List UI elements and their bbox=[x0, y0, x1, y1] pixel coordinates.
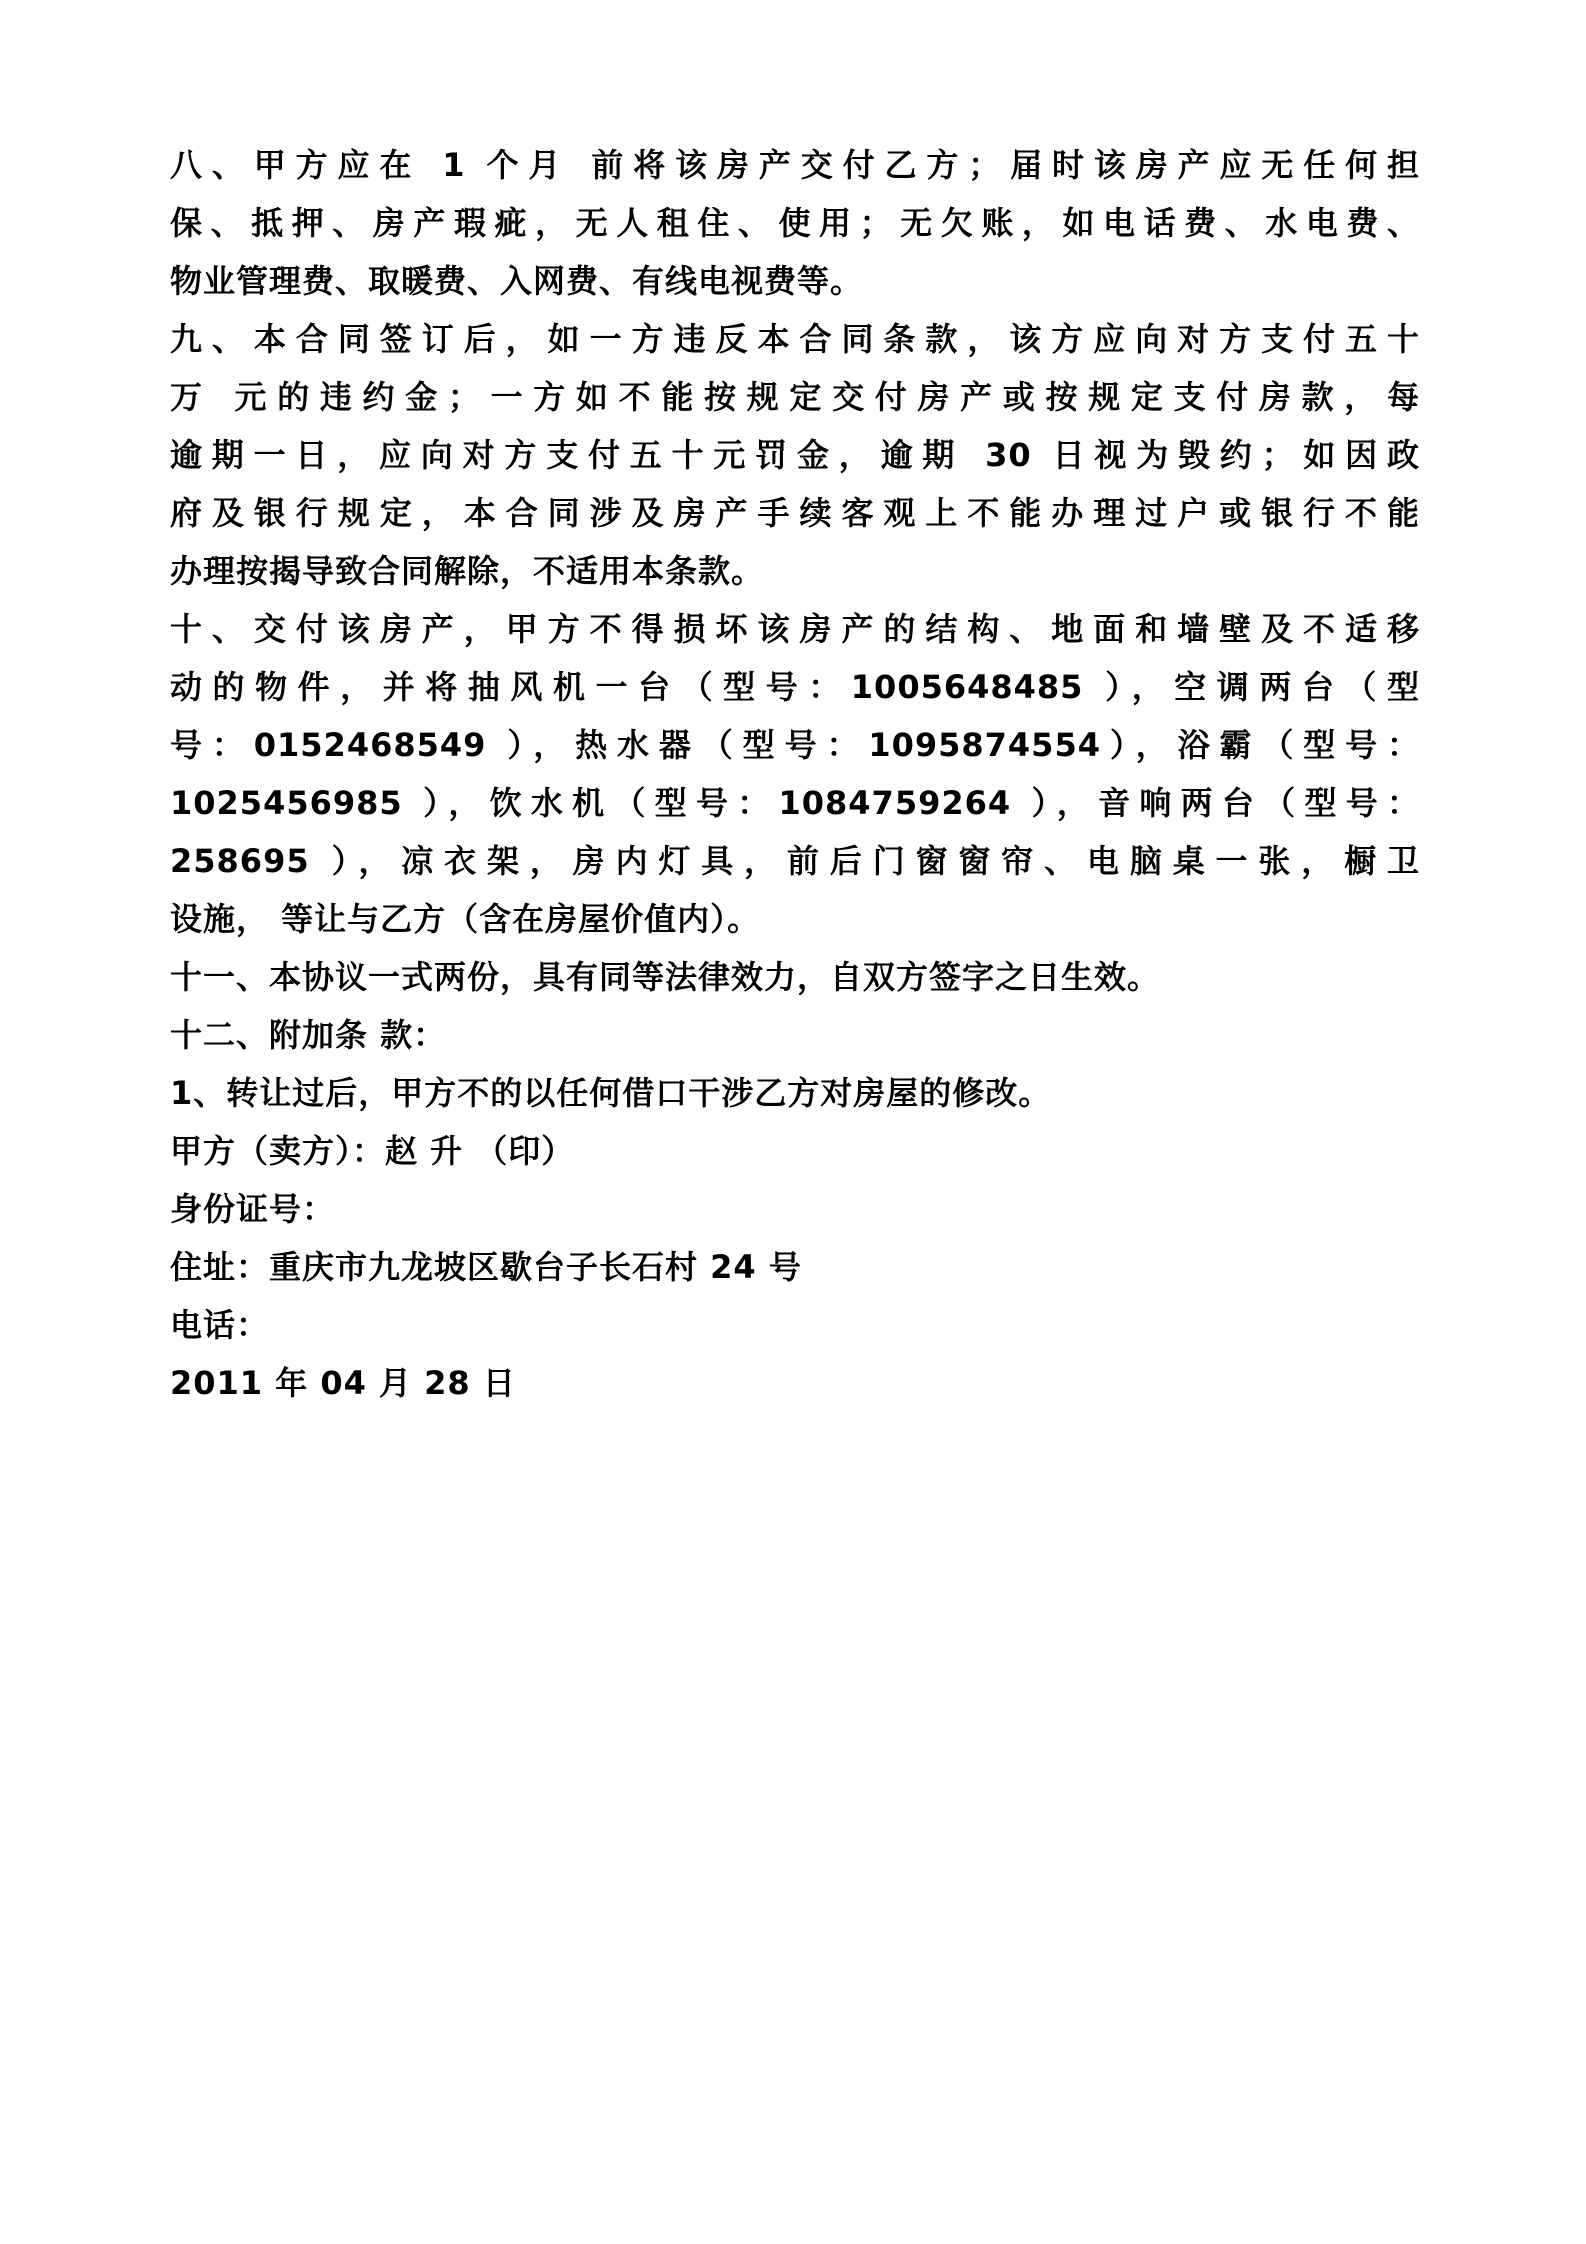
clause-8-line-1: 八、甲方应在 1 个月 前将该房产交付乙方；届时该房产应无任何担 bbox=[170, 146, 1420, 184]
id-number-line: 身份证号： bbox=[170, 1190, 336, 1228]
clause-11-text: 十一、本协议一式两份，具有同等法律效力，自双方签字之日生效。 bbox=[170, 958, 1161, 996]
clause-9-line-2: 万 元的违约金；一方如不能按规定交付房产或按规定支付房款，每 bbox=[170, 378, 1420, 416]
clause-10-line-3: 号：0152468549 ），热水器（型号：1095874554），浴霸（型号： bbox=[170, 726, 1420, 764]
clause-9-line-5: 办理按揭导致合同解除，不适用本条款。 bbox=[170, 552, 765, 590]
contract-date-line: 2011 年 04 月 28 日 bbox=[170, 1364, 516, 1402]
clause-10-line-6: 设施， 等让与乙方（含在房屋价值内）。 bbox=[170, 900, 761, 938]
party-a-signature-line: 甲方（卖方）：赵 升 （印） bbox=[170, 1132, 575, 1170]
clause-9-line-4: 府及银行规定，本合同涉及房产手续客观上不能办理过户或银行不能 bbox=[170, 494, 1420, 532]
clause-9-line-1: 九、本合同签订后，如一方违反本合同条款，该方应向对方支付五十 bbox=[170, 320, 1420, 358]
clause-8-line-2: 保、抵押、房产瑕疵，无人租住、使用；无欠账，如电话费、水电费、 bbox=[170, 204, 1420, 242]
clause-10-line-1: 十、交付该房产，甲方不得损坏该房产的结构、地面和墙壁及不适移 bbox=[170, 610, 1420, 648]
addendum-item-1: 1、转让过后，甲方不的以任何借口干涉乙方对房屋的修改。 bbox=[170, 1074, 1052, 1112]
address-line: 住址：重庆市九龙坡区歇台子长石村 24 号 bbox=[170, 1248, 802, 1286]
clause-8-line-3: 物业管理费、取暖费、入网费、有线电视费等。 bbox=[170, 262, 864, 300]
clause-10-line-5: 258695 ），凉衣架，房内灯具，前后门窗窗帘、电脑桌一张，橱卫 bbox=[170, 842, 1420, 880]
clause-10-line-4: 1025456985 ），饮水机（型号：1084759264 ），音响两台（型号： bbox=[170, 784, 1420, 822]
clause-12-heading: 十二、附加条 款： bbox=[170, 1016, 447, 1054]
clause-10-line-2: 动的物件，并将抽风机一台（型号：1005648485 ），空调两台（型 bbox=[170, 668, 1420, 706]
clause-9-line-3: 逾期一日，应向对方支付五十元罚金，逾期 30 日视为毁约；如因政 bbox=[170, 436, 1420, 474]
phone-line: 电话： bbox=[170, 1306, 270, 1344]
